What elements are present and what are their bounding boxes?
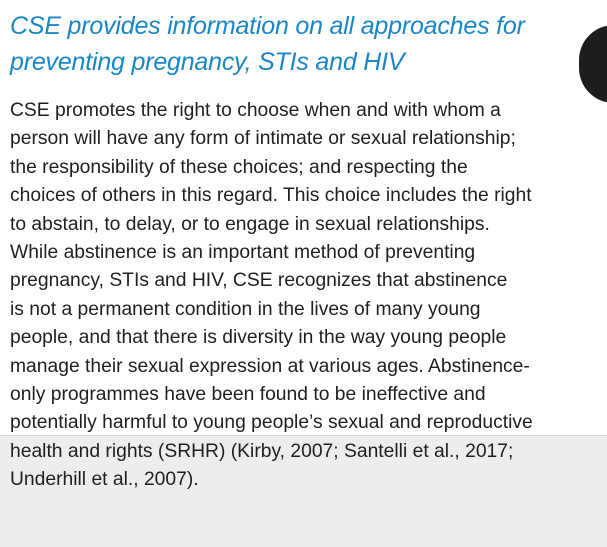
paragraph-line: to abstain, to delay, or to engage in sexual relationships. xyxy=(10,213,490,235)
paragraph-line: only programmes have been found to be ineffective and xyxy=(10,384,486,406)
body-paragraph xyxy=(10,97,600,495)
paragraph-line: Underhill et al., 2007). xyxy=(10,469,199,491)
paragraph-line: choices of others in this regard. This choice includes the right xyxy=(10,185,532,207)
paragraph-line: CSE promotes the right to choose when and with whom a xyxy=(10,100,501,121)
paragraph-line: pregnancy, STIs and HIV, CSE recognizes that abstinence xyxy=(10,270,508,292)
paragraph-line: people, and that there is diversity in the way young people xyxy=(10,327,507,349)
paragraph-line: health and rights (SRHR) (Kirby, 2007; Santelli et al., 2017; xyxy=(10,440,514,462)
paragraph-line: While abstinence is an important method of preventing xyxy=(10,242,476,264)
paragraph-line: person will have any form of intimate or sexual relationship; xyxy=(10,128,516,150)
paragraph-line: is not a permanent condition in the lives of many young xyxy=(10,298,481,320)
section-heading xyxy=(10,8,570,80)
heading-line: preventing pregnancy, STIs and HIV xyxy=(10,48,405,76)
paragraph-line: the responsibility of these choices; and respecting the xyxy=(10,156,468,178)
paragraph-line: manage their sexual expression at various ages. Abstinence- xyxy=(10,355,530,377)
heading-line: CSE provides information on all approaches for xyxy=(10,12,525,40)
floating-action-button[interactable] xyxy=(579,25,607,103)
paragraph-line: potentially harmful to young people’s sexual and reproductive xyxy=(10,412,533,434)
